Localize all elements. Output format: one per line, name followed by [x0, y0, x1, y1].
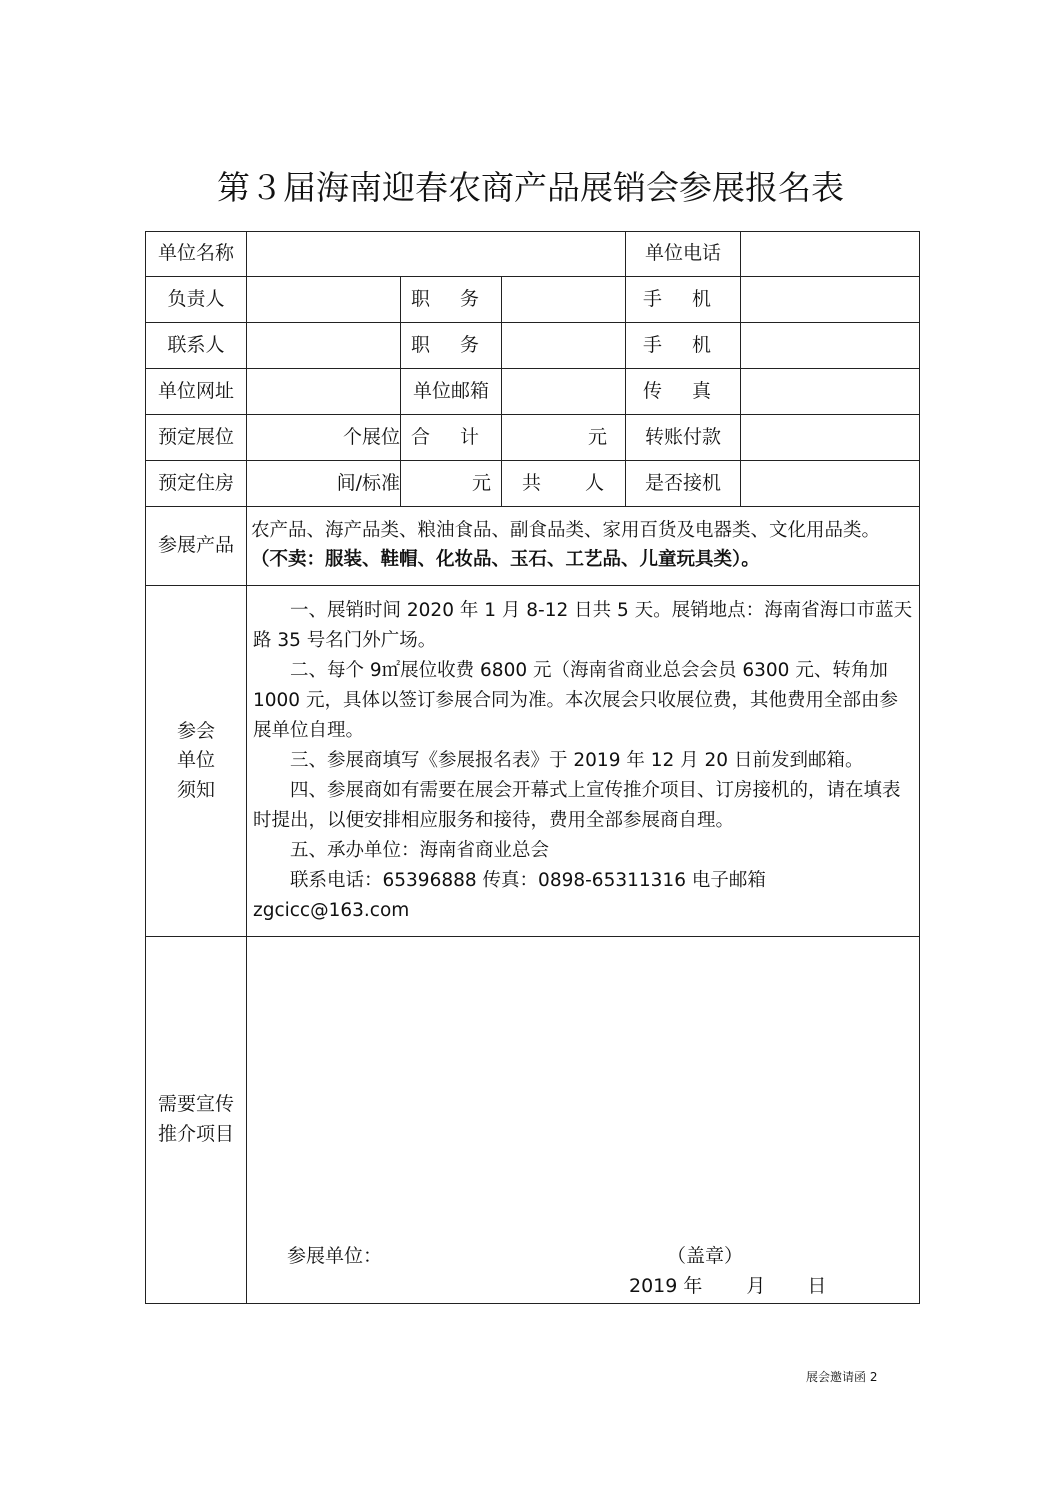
- notes-label: [146, 586, 247, 937]
- leader-field[interactable]: [247, 277, 401, 323]
- row-leader: [146, 277, 920, 323]
- contact-mobile-label: 手 机: [626, 323, 741, 369]
- total-people-label: 共: [522, 471, 542, 494]
- row-booth: [146, 415, 920, 461]
- booth-unit: 个展位: [342, 425, 400, 448]
- promo-label: [146, 936, 247, 1303]
- contact-field[interactable]: [247, 323, 401, 369]
- note-item: 四、参展商如有需要在展会开幕式上宣传推介项目、订房接机的，请在填表时提出，以便安排相应服务和接待，费用全部参展商自理。: [253, 779, 901, 831]
- pickup-label: 是否接机: [626, 461, 741, 507]
- date-year: 2019 年: [629, 1274, 703, 1297]
- signature-label: 参展单位：: [287, 1244, 383, 1267]
- transfer-field[interactable]: [741, 415, 920, 461]
- contact-position-label: 职 务: [401, 323, 502, 369]
- booth-count-field[interactable]: [247, 415, 401, 461]
- room-price-field[interactable]: [401, 461, 502, 507]
- notes-content: [247, 586, 920, 937]
- leader-position-field[interactable]: [502, 277, 626, 323]
- products-content: [247, 507, 920, 586]
- people-unit: 人: [585, 471, 605, 494]
- unit-phone-field[interactable]: [741, 232, 920, 277]
- row-room: [146, 461, 920, 507]
- contact-position-field[interactable]: [502, 323, 626, 369]
- row-notes: [146, 586, 920, 937]
- room-yuan-unit: 元: [471, 471, 491, 494]
- leader-mobile-label: 手 机: [626, 277, 741, 323]
- transfer-label: 转账付款: [626, 415, 741, 461]
- notes-label-line1: 参会: [176, 719, 215, 742]
- date-line: [629, 1273, 826, 1301]
- contact-mobile-field[interactable]: [741, 323, 920, 369]
- row-unit-name: [146, 232, 920, 277]
- unit-phone-label: 单位电话: [626, 232, 741, 277]
- date-day: 日: [807, 1274, 827, 1297]
- promo-label-line1: 需要宣传: [157, 1093, 234, 1116]
- promo-label-line2: 推介项目: [157, 1122, 234, 1145]
- date-month: 月: [746, 1274, 766, 1297]
- products-line2: （不卖：服装、鞋帽、化妆品、玉石、工艺品、儿童玩具类）。: [251, 549, 760, 570]
- website-field[interactable]: [247, 369, 401, 415]
- row-website: [146, 369, 920, 415]
- unit-name-field[interactable]: [247, 232, 626, 277]
- note-item: 联系电话：65396888 传真：0898-65311316 电子邮箱 zgcicc@163.com: [253, 869, 766, 921]
- website-label: 单位网址: [146, 369, 247, 415]
- leader-label: 负责人: [146, 277, 247, 323]
- page-footer: 展会邀请函 2: [806, 1370, 878, 1384]
- room-count-field[interactable]: [247, 461, 401, 507]
- pickup-field[interactable]: [741, 461, 920, 507]
- registration-form: [145, 231, 920, 1304]
- note-item: 一、展销时间 2020 年 1 月 8-12 日共 5 天。展销地点：海南省海口市蓝天路 35 号名门外广场。: [253, 600, 913, 651]
- page-title: 第３届海南迎春农商产品展销会参展报名表: [217, 168, 844, 207]
- email-field[interactable]: [502, 369, 626, 415]
- fax-field[interactable]: [741, 369, 920, 415]
- products-line1: 农产品、海产品类、粮油食品、副食品类、家用百货及电器类、文化用品类。: [251, 520, 881, 542]
- room-label: 预定住房: [146, 461, 247, 507]
- total-label: 合 计: [401, 415, 502, 461]
- row-products: [146, 507, 920, 586]
- seal-label: （盖章）: [667, 1244, 744, 1267]
- booth-label: 预定展位: [146, 415, 247, 461]
- note-item: 五、承办单位：海南省商业总会: [290, 839, 550, 861]
- fax-label: 传 真: [626, 369, 741, 415]
- notes-label-line2: 单位: [176, 749, 215, 772]
- note-item: 二、每个 9㎡展位收费 6800 元（海南省商业总会会员 6300 元、转角加 1000 元，具体以签订参展合同为准。本次展会只收展位费，其他费用全部由参展单位自理。: [253, 659, 898, 741]
- note-item: 三、参展商填写《参展报名表》于 2019 年 12 月 20 日前发到邮箱。: [290, 749, 864, 771]
- unit-name-label: 单位名称: [146, 232, 247, 277]
- products-label: 参展产品: [146, 507, 247, 586]
- total-amount-field[interactable]: [502, 415, 626, 461]
- notes-label-line3: 须知: [176, 778, 215, 801]
- room-unit: 间/标准: [336, 471, 400, 494]
- promo-field[interactable]: [247, 936, 920, 1303]
- row-promo: [146, 936, 920, 1303]
- total-people-field[interactable]: [502, 461, 626, 507]
- leader-position-label: 职 务: [401, 277, 502, 323]
- contact-label: 联系人: [146, 323, 247, 369]
- email-label: 单位邮箱: [401, 369, 502, 415]
- total-yuan-unit: 元: [588, 425, 608, 448]
- row-contact: [146, 323, 920, 369]
- leader-mobile-field[interactable]: [741, 277, 920, 323]
